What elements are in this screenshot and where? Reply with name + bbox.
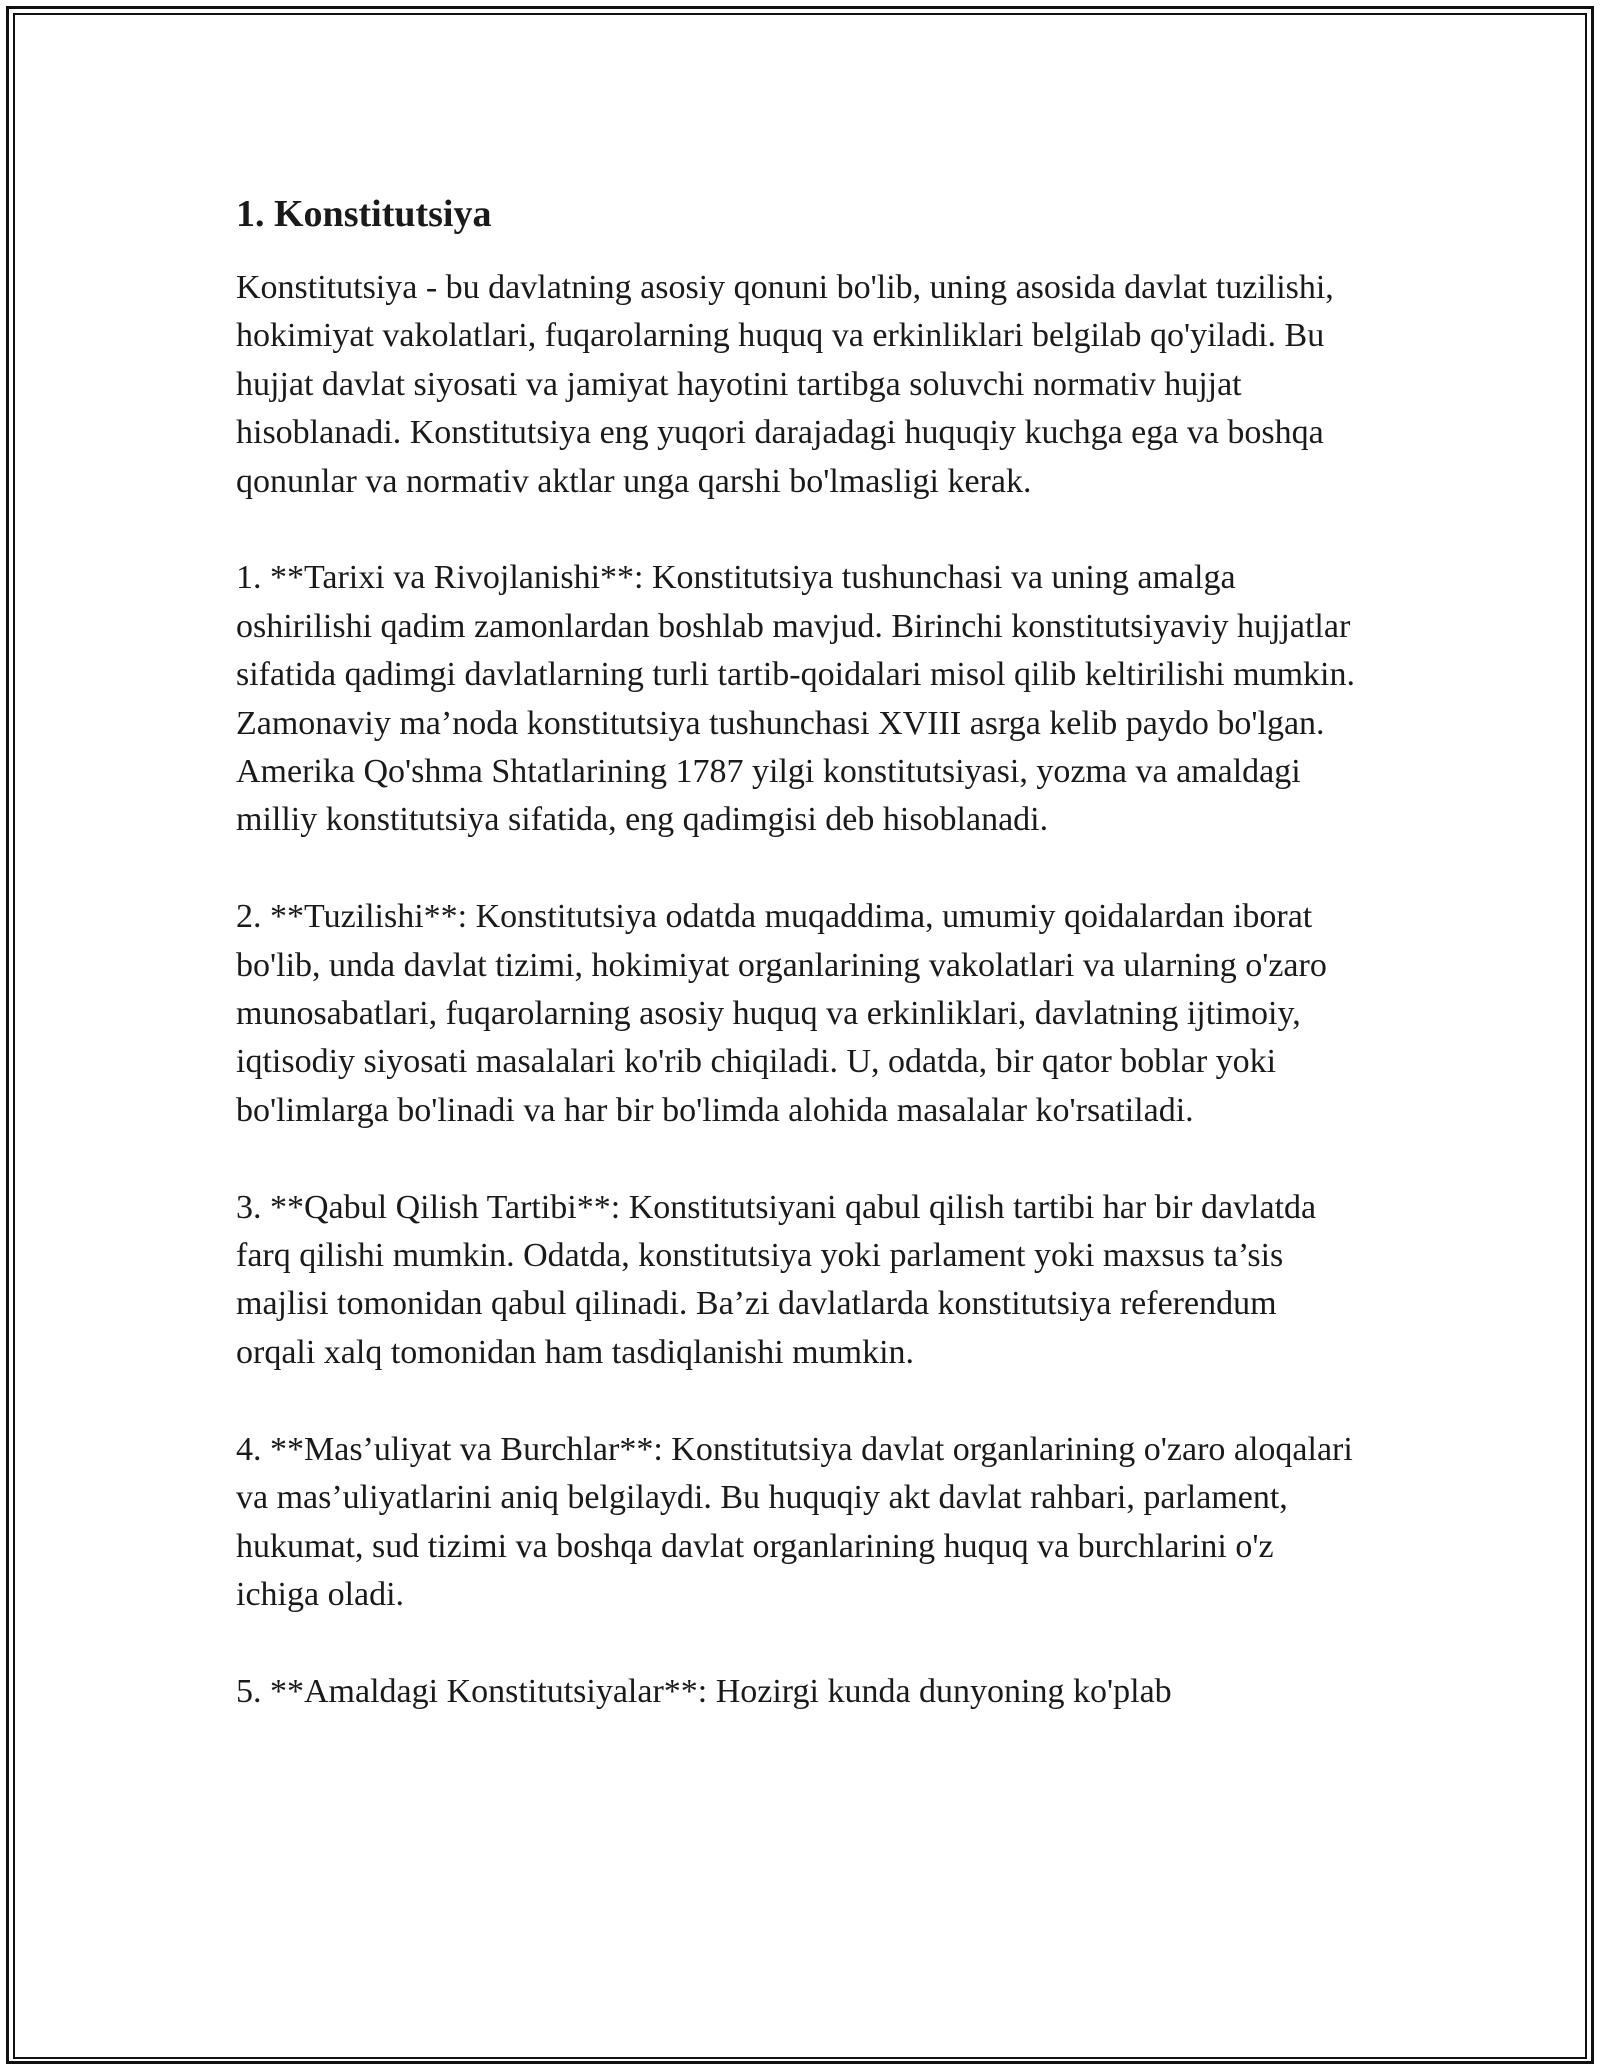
intro-paragraph: Konstitutsiya - bu davlatning asosiy qonuni bo'lib, uning asosida davlat tuzilishi, hokimiyat vakolatlari, fuqarolarning huquq va erkinliklari belgilab qo'yiladi. Bu hujjat davlat siyosati va jamiyat hayotini tartibga soluvchi normativ hujjat hisoblanadi. Konstitutsiya eng yuqori darajadagi huquqiy kuchga ega va boshqa qonunlar va normativ aktlar unga qarshi bo'lmasligi kerak. <box>236 269 1334 500</box>
adoption-paragraph: 3. **Qabul Qilish Tartibi**: Konstitutsiyani qabul qilish tartibi har bir davlatda farq qilishi mumkin. Odatda, konstitutsiya yoki parlament yoki maxsus ta’sis majlisi tomonidan qabul qilinadi. Ba’zi davlatlarda konstitutsiya referendum orqali xalq tomonidan ham tasdiqlanishi mumkin. <box>236 1188 1317 1371</box>
history-paragraph: 1. **Tarixi va Rivojlanishi**: Konstitutsiya tushunchasi va uning amalga oshirilishi qadim zamonlardan boshlab mavjud. Birinchi konstitutsiyaviy hujjatlar sifatida qadimgi davlatlarning turli tartib-qoidalari misol qilib keltirilishi mumkin. Zamonaviy ma’noda konstitutsiya tushunchasi XVIII asrga kelib paydo bo'lgan. Amerika Qo'shma Shtatlarining 1787 yilgi konstitutsiyasi, yozma va amaldagi milliy konstitutsiya sifatida, eng qadimgisi deb hisoblanadi. <box>236 559 1355 839</box>
responsibilities-paragraph: 4. **Mas’uliyat va Burchlar**: Konstitutsiya davlat organlarining o'zaro aloqalari va mas’uliyatlarini aniq belgilaydi. Bu huquqiy akt davlat rahbari, parlament, hukumat, sud tizimi va boshqa davlat organlarining huquq va burchlarini o'z ichiga oladi. <box>236 1430 1353 1613</box>
document-body <box>236 186 1364 1765</box>
structure-paragraph: 2. **Tuzilishi**: Konstitutsiya odatda muqaddima, umumiy qoidalardan iborat bo'lib, unda davlat tizimi, hokimiyat organlarining vakolatlari va ularning o'zaro munosabatlari, fuqarolarning asosiy huquq va erkinliklari, davlatning ijtimoiy, iqtisodiy siyosati masalalari ko'rib chiqiladi. U, odatda, bir qator boblar yoki bo'limlarga bo'linadi va har bir bo'limda alohida masalalar ko'rsatiladi. <box>236 898 1327 1129</box>
section-heading: 1. Konstitutsiya <box>236 193 492 235</box>
current-constitutions-paragraph: 5. **Amaldagi Konstitutsiyalar**: Hozirgi kunda dunyoning ko'plab <box>236 1672 1172 1710</box>
